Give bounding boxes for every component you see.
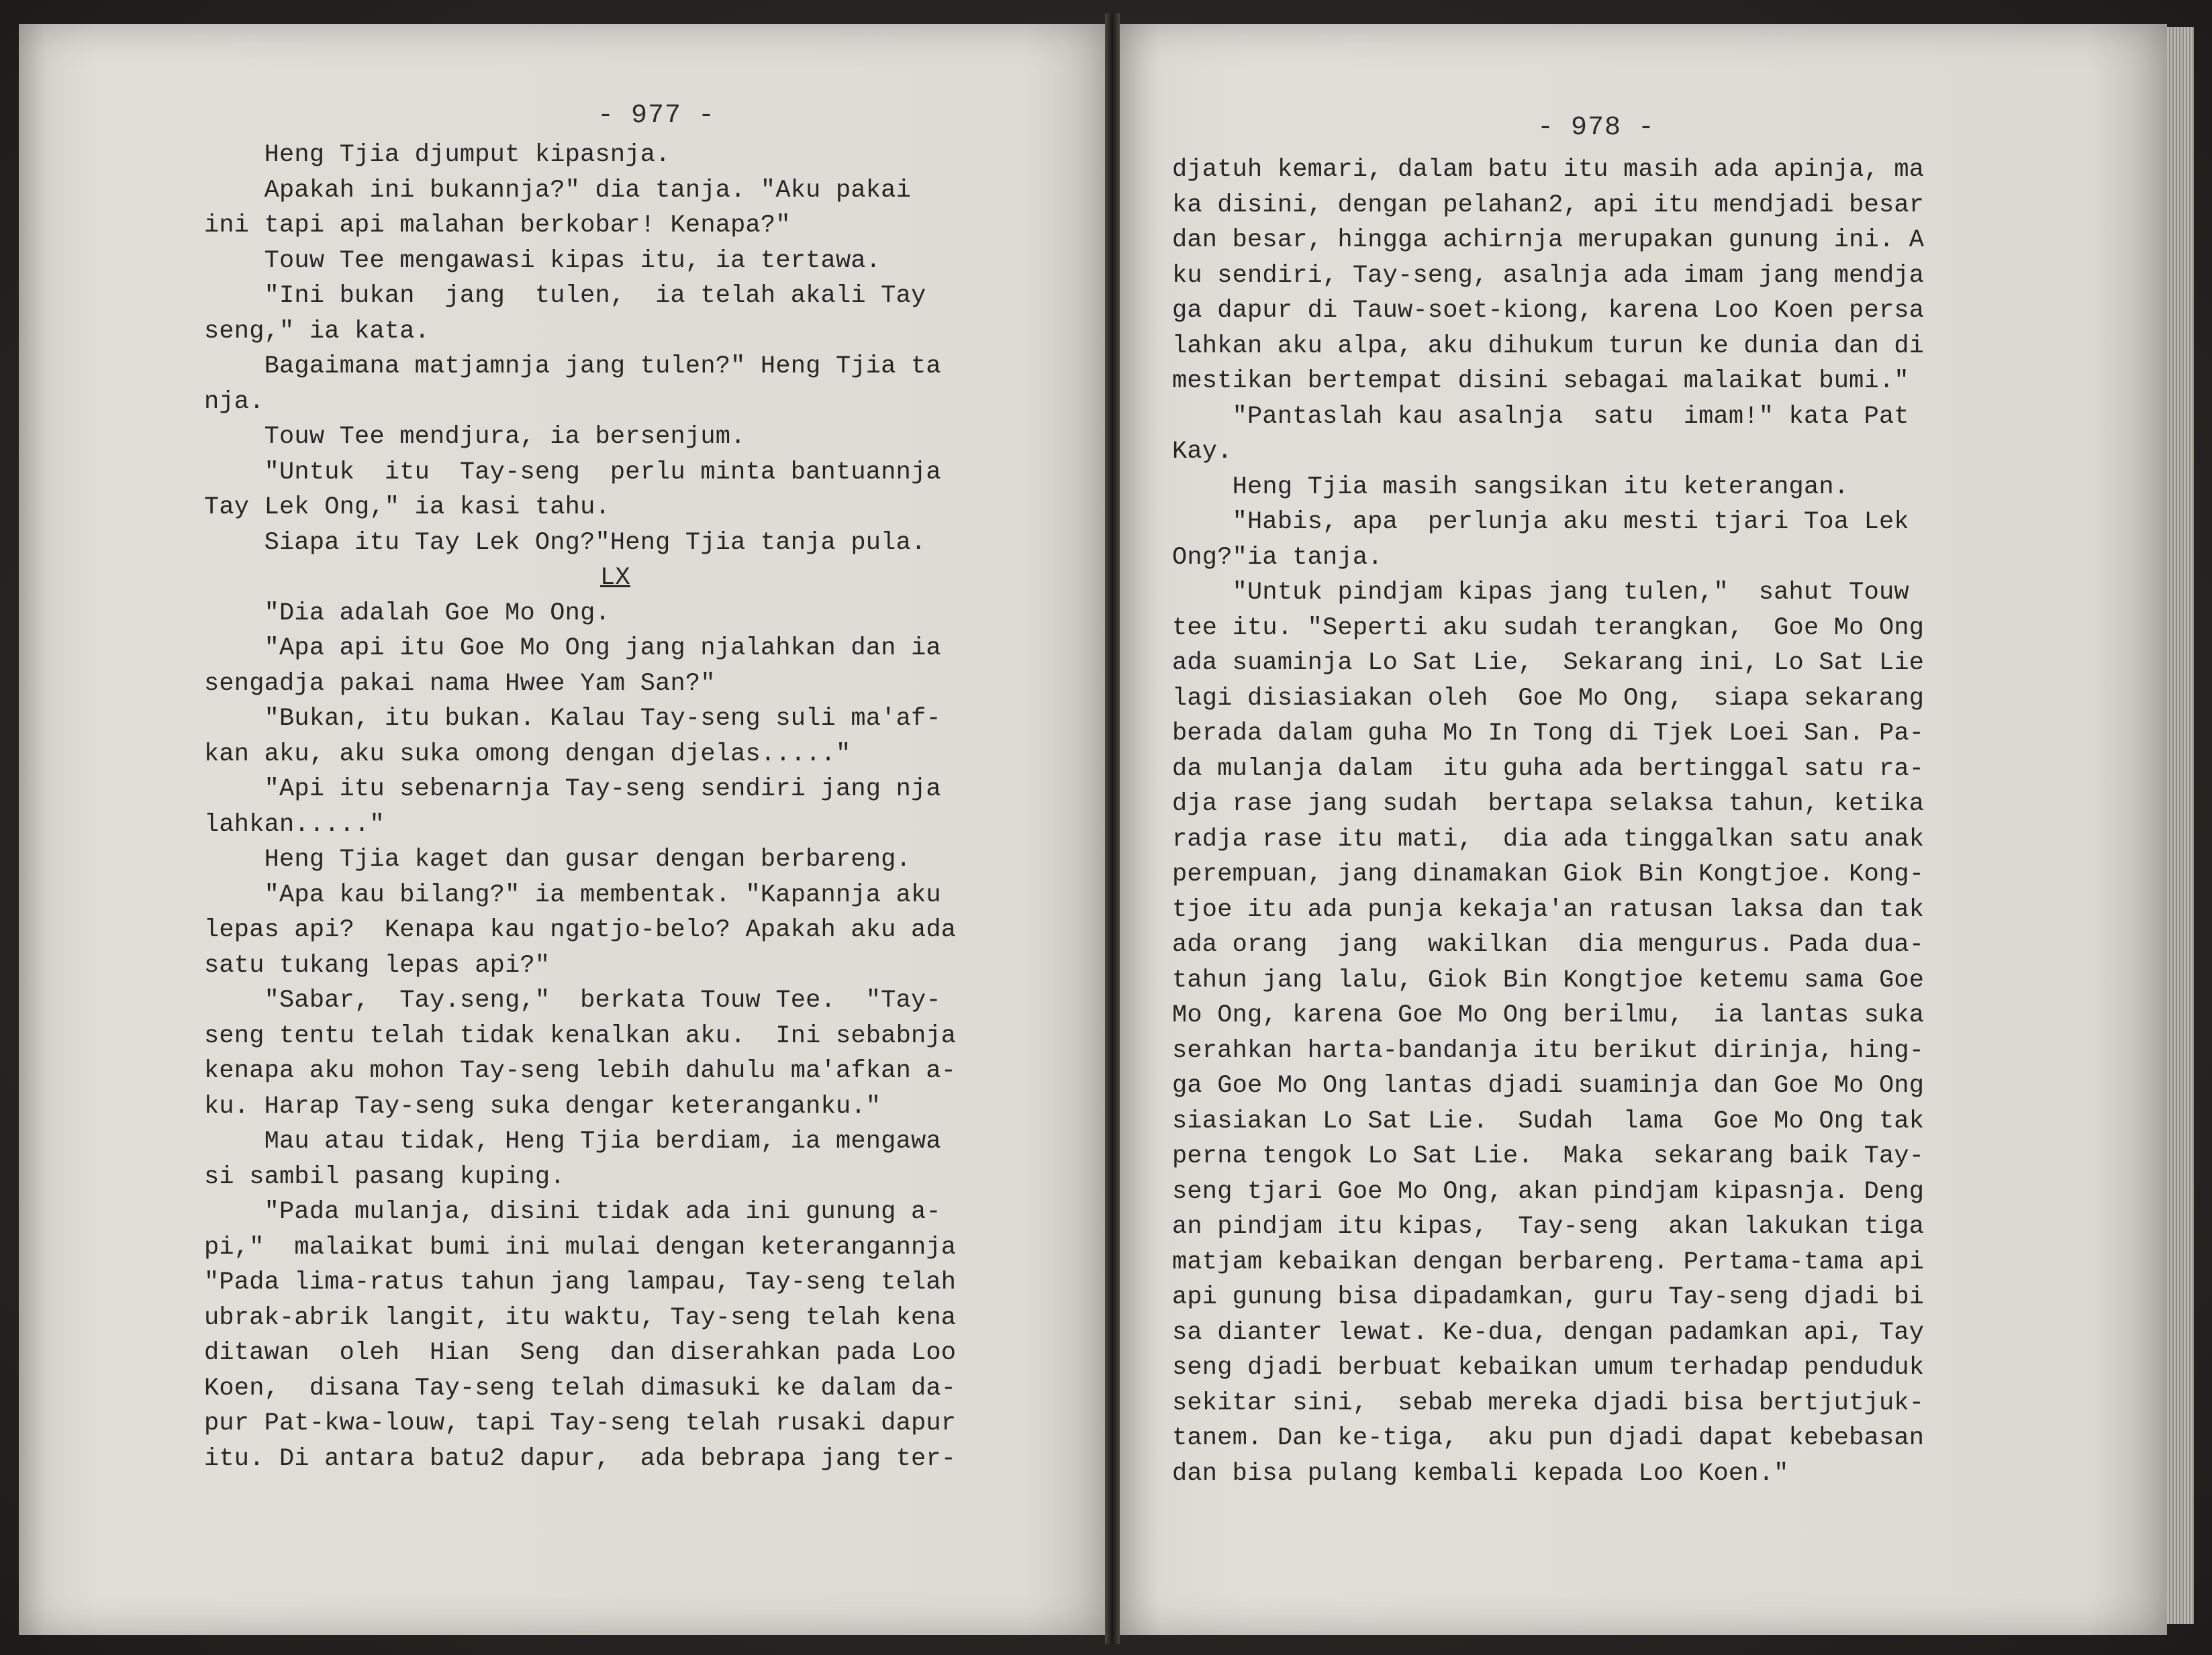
text-line: "Apa kau bilang?" ia membentak. "Kapannja aku <box>204 881 941 909</box>
text-line: serahkan harta-bandanja itu berikut dirinja, hing- <box>1172 1036 1925 1065</box>
text-line: "Bukan, itu bukan. Kalau Tay-seng suli ma'af- <box>204 705 941 733</box>
text-line: kenapa aku mohon Tay-seng lebih dahulu ma'afkan a- <box>204 1057 957 1085</box>
text-line: sekitar sini, sebab mereka djadi bisa bertjutjuk- <box>1172 1389 1925 1417</box>
text-line: "Dia adalah Goe Mo Ong. <box>204 599 610 628</box>
text-line: sengadja pakai nama Hwee Yam San?" <box>204 669 716 698</box>
page-edges <box>2167 27 2194 1624</box>
text-line: Apakah ini bukannja?" dia tanja. "Aku pakai <box>204 176 911 205</box>
text-line: tanem. Dan ke-tiga, aku pun djadi dapat kebebasan <box>1172 1424 1925 1452</box>
text-line: "Apa api itu Goe Mo Ong jang njalahkan dan ia <box>204 634 941 662</box>
text-line: Ong?"ia tanja. <box>1172 543 1383 572</box>
right-page-number: - 978 - <box>1537 113 1655 143</box>
text-line: pi," malaikat bumi ini mulai dengan keterangannja <box>204 1233 957 1262</box>
text-line: djatuh kemari, dalam batu itu masih ada apinja, ma <box>1172 156 1925 184</box>
text-line: satu tukang lepas api?" <box>204 951 550 980</box>
text-line: ga dapur di Tauw-soet-kiong, karena Loo Koen persa <box>1172 297 1925 325</box>
text-line: ubrak-abrik langit, itu waktu, Tay-seng telah kena <box>204 1303 957 1332</box>
text-line: "Pantaslah kau asalnja satu imam!" kata Pat <box>1172 402 1909 431</box>
text-line: sa dianter lewat. Ke-dua, dengan padamkan api, Tay <box>1172 1318 1925 1347</box>
text-line: matjam kebaikan dengan berbareng. Pertama-tama api <box>1172 1248 1925 1276</box>
text-line: Kay. <box>1172 438 1233 466</box>
text-line: lagi disiasiakan oleh Goe Mo Ong, siapa sekarang <box>1172 684 1925 713</box>
text-line: Mo Ong, karena Goe Mo Ong berilmu, ia lantas suka <box>1172 1001 1925 1030</box>
text-line: perempuan, jang dinamakan Giok Bin Kongtjoe. Kong- <box>1172 860 1925 889</box>
text-line: ditawan oleh Hian Seng dan diserahkan pada Loo <box>204 1339 957 1367</box>
text-line: Heng Tjia masih sangsikan itu keterangan. <box>1172 472 1849 501</box>
text-line: ku sendiri, Tay-seng, asalnja ada imam jang mendja <box>1172 261 1925 290</box>
text-line: "Untuk pindjam kipas jang tulen," sahut Touw <box>1172 579 1909 607</box>
text-line: ka disini, dengan pelahan2, api itu mendjadi besar <box>1172 191 1925 219</box>
text-line: ada orang jang wakilkan dia mengurus. Pada dua- <box>1172 931 1925 959</box>
text-line: Heng Tjia kaget dan gusar dengan berbareng. <box>204 846 911 874</box>
text-line: lahkan....." <box>204 810 385 839</box>
text-line: seng djadi berbuat kebaikan umum terhadap penduduk <box>1172 1354 1925 1382</box>
text-line: an pindjam itu kipas, Tay-seng akan lakukan tiga <box>1172 1213 1925 1241</box>
text-line: siasiakan Lo Sat Lie. Sudah lama Goe Mo Ong tak <box>1172 1107 1925 1136</box>
text-line: itu. Di antara batu2 dapur, ada bebrapa jang ter- <box>204 1444 957 1473</box>
text-line: perna tengok Lo Sat Lie. Maka sekarang baik Tay- <box>1172 1142 1925 1170</box>
text-line: "Untuk itu Tay-seng perlu minta bantuannja <box>204 458 941 487</box>
text-line: seng tentu telah tidak kenalkan aku. Ini sebabnja <box>204 1021 957 1050</box>
text-line: Koen, disana Tay-seng telah dimasuki ke dalam da- <box>204 1374 957 1403</box>
text-line: seng," ia kata. <box>204 317 430 346</box>
text-line: tee itu. "Seperti aku sudah terangkan, Goe Mo Ong <box>1172 613 1925 642</box>
text-line: ku. Harap Tay-seng suka dengar keteranganku." <box>204 1092 881 1121</box>
left-page-number: - 977 - <box>597 101 716 131</box>
text-line: "Api itu sebenarnja Tay-seng sendiri jang nja <box>204 775 941 803</box>
text-line: "Pada mulanja, disini tidak ada ini gunung a- <box>204 1198 941 1226</box>
text-line: tahun jang lalu, Giok Bin Kongtjoe ketemu sama Goe <box>1172 966 1925 995</box>
book-gutter <box>1105 13 1120 1644</box>
text-line: Touw Tee mendjura, ia bersenjum. <box>204 423 746 451</box>
text-line: nja. <box>204 387 265 416</box>
text-line: ini tapi api malahan berkobar! Kenapa?" <box>204 211 791 240</box>
text-line: ada suaminja Lo Sat Lie, Sekarang ini, Lo Sat Lie <box>1172 649 1925 677</box>
text-line: Heng Tjia djumput kipasnja. <box>204 141 671 169</box>
text-line: Siapa itu Tay Lek Ong?"Heng Tjia tanja pula. <box>204 528 926 557</box>
text-line: ga Goe Mo Ong lantas djadi suaminja dan Goe Mo Ong <box>1172 1072 1925 1100</box>
text-line: api gunung bisa dipadamkan, guru Tay-seng djadi bi <box>1172 1283 1925 1311</box>
text-line: seng tjari Goe Mo Ong, akan pindjam kipasnja. Deng <box>1172 1177 1925 1206</box>
text-line: radja rase itu mati, dia ada tinggalkan satu anak <box>1172 825 1925 854</box>
text-line: da mulanja dalam itu guha ada bertinggal satu ra- <box>1172 754 1925 783</box>
text-line: lahkan aku alpa, aku dihukum turun ke dunia dan di <box>1172 332 1925 360</box>
text-line: dan besar, hingga achirnja merupakan gunung ini. A <box>1172 226 1925 254</box>
left-page-text <box>204 138 956 1476</box>
text-line: dan bisa pulang kembali kepada Loo Koen." <box>1172 1459 1789 1488</box>
text-line: "Habis, apa perlunja aku mesti tjari Toa Lek <box>1172 508 1909 536</box>
text-line: mestikan bertempat disini sebagai malaikat bumi." <box>1172 367 1909 395</box>
text-line: Touw Tee mengawasi kipas itu, ia tertawa. <box>204 246 881 275</box>
text-line: lepas api? Kenapa kau ngatjo-belo? Apakah aku ada <box>204 916 957 944</box>
text-line: kan aku, aku suka omong dengan djelas....." <box>204 740 851 768</box>
text-line: "Ini bukan jang tulen, ia telah akali Tay <box>204 282 926 310</box>
text-line: si sambil pasang kuping. <box>204 1162 565 1191</box>
text-line: "Pada lima-ratus tahun jang lampau, Tay-seng telah <box>204 1268 957 1297</box>
text-line: Bagaimana matjamnja jang tulen?" Heng Tjia ta <box>204 352 941 381</box>
text-line: berada dalam guha Mo In Tong di Tjek Loei San. Pa- <box>1172 719 1925 748</box>
text-line: tjoe itu ada punja kekaja'an ratusan laksa dan tak <box>1172 895 1925 924</box>
text-line: pur Pat-kwa-louw, tapi Tay-seng telah rusaki dapur <box>204 1409 957 1438</box>
right-page-text <box>1172 152 1924 1491</box>
text-line: Tay Lek Ong," ia kasi tahu. <box>204 493 610 521</box>
text-line: "Sabar, Tay.seng," berkata Touw Tee. "Tay- <box>204 987 941 1015</box>
text-line: Mau atau tidak, Heng Tjia berdiam, ia mengawa <box>204 1127 941 1156</box>
text-line: dja rase jang sudah bertapa selaksa tahun, ketika <box>1172 790 1925 818</box>
chapter-heading: LX <box>600 564 630 592</box>
